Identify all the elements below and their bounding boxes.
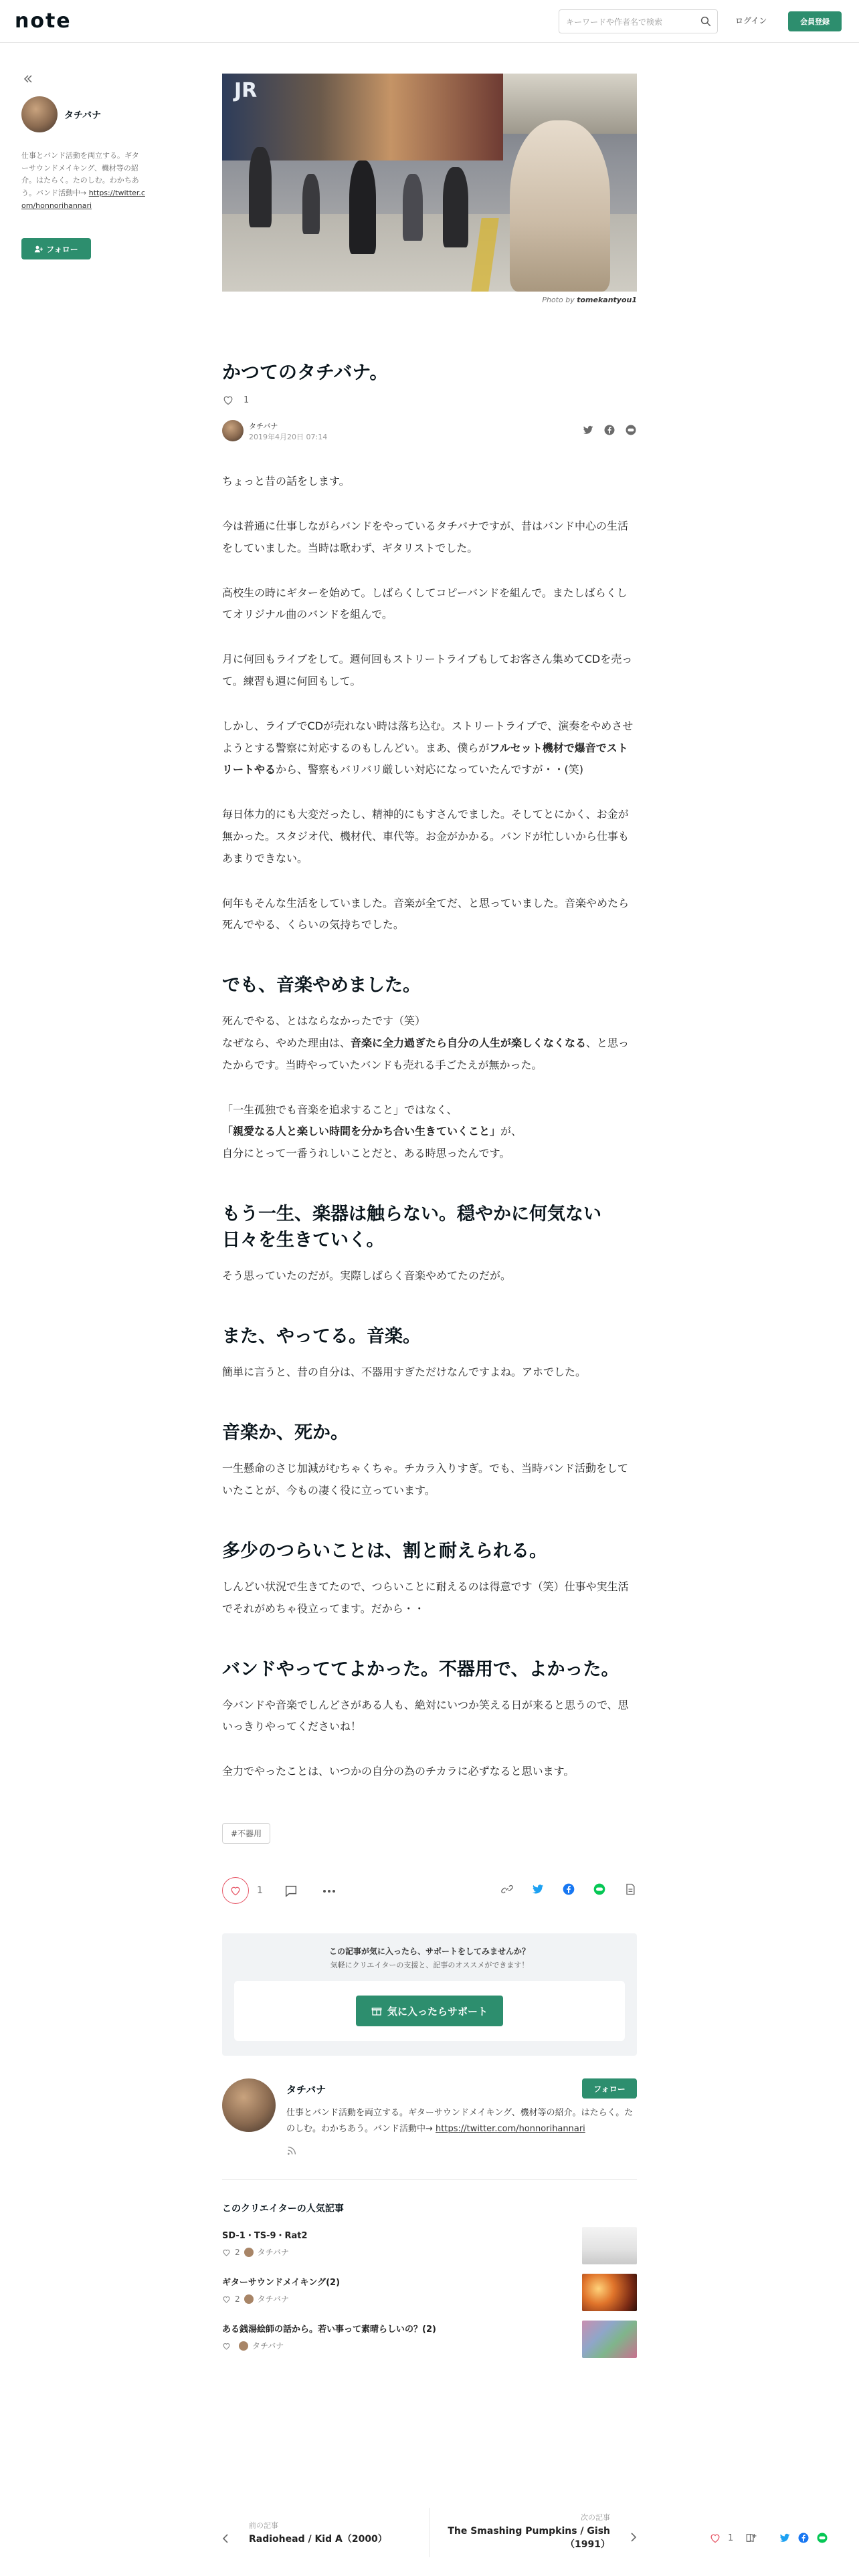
paragraph: なぜなら、やめた理由は、音楽に全力過ぎたら自分の人生が楽しくなくなる、と思ったからです。当時やっていたバンドも売れる手ごたえが無かった。 xyxy=(222,1037,630,1071)
section-heading: 音楽か、死か。 xyxy=(222,1422,349,1444)
floating-action-bar xyxy=(709,2528,850,2548)
author-follow-button[interactable]: フォロー xyxy=(582,2078,637,2099)
section-heading: でも、音楽やめました。 xyxy=(222,975,421,996)
popular-item-avatar-icon xyxy=(244,2248,254,2257)
more-options-icon[interactable] xyxy=(322,1889,336,1893)
popular-item[interactable] xyxy=(222,2228,637,2275)
heart-icon xyxy=(222,2295,231,2303)
popular-item[interactable] xyxy=(222,2275,637,2322)
support-box xyxy=(222,1933,637,2056)
popular-item-author: タチバナ xyxy=(252,2341,284,2351)
paragraph: 高校生の時にギターを始めて。しばらくしてコピーバンドを組んで。またしばらくしてオリジナル曲のバンドを組んで。 xyxy=(222,586,628,621)
collapse-sidebar-icon[interactable] xyxy=(23,74,33,84)
popular-item-meta xyxy=(222,2293,637,2304)
line-share-icon[interactable] xyxy=(593,1883,606,1896)
sidebar-bio xyxy=(21,150,146,212)
popular-item-meta xyxy=(222,2246,637,2258)
popular-item-thumbnail[interactable] xyxy=(582,2274,637,2311)
paragraph: 自分にとって一番うれしいことだと、ある時思ったんです。 xyxy=(222,1147,510,1160)
next-article-title: The Smashing Pumpkins / Gish（1991） xyxy=(448,2526,610,2550)
signup-button[interactable]: 会員登録 xyxy=(788,11,842,31)
popular-heading: このクリエイターの人気記事 xyxy=(222,2204,344,2215)
chevron-right-icon xyxy=(630,2532,637,2543)
support-line1: この記事が気に入ったら、サポートをしてみませんか？ xyxy=(328,1947,530,1957)
article-title: かつてのタチバナ。 xyxy=(222,361,389,383)
paragraph: 何年もそんな生活をしていました。音楽が全てだ、と思っていました。音楽やめたら死んでやる、くらいの気持ちでした。 xyxy=(222,896,630,932)
next-article-text xyxy=(430,2512,610,2551)
sidebar-twitter-link[interactable]: https://twitter.com/honnorihannari xyxy=(21,189,145,210)
article-actions xyxy=(222,1877,637,1908)
caption-author-link[interactable]: tomekantyou1 xyxy=(577,296,637,304)
login-link[interactable]: ログイン xyxy=(735,16,767,25)
article-pagination xyxy=(222,2502,637,2563)
caption-prefix: Photo by xyxy=(542,296,575,304)
float-like-button[interactable] xyxy=(709,2533,721,2543)
sidebar-bio-text: 仕事とバンド活動を両立する。ギターサウンドメイキング、機材等の紹介。はたらく。たのしむ。わかちあう。バンド活動中→ xyxy=(21,151,139,198)
popular-item-thumbnail[interactable] xyxy=(582,2321,637,2358)
sidebar-follow-label: フォロー xyxy=(46,244,78,254)
byline-share xyxy=(582,424,637,436)
section-heading: バンドやっててよかった。不器用で、よかった。 xyxy=(222,1658,619,1680)
hero-image: JR xyxy=(222,74,637,292)
rss-icon[interactable] xyxy=(286,2145,297,2156)
byline-date: 2019年4月20日 07:14 xyxy=(249,433,328,442)
paragraph: 一生懸命のさじ加減がむちゃくちゃ。チカラ入りすぎ。でも、当時バンド活動をしていたことが、今もの凄く役に立っています。 xyxy=(222,1462,629,1497)
like-button[interactable] xyxy=(222,1877,249,1904)
article-body xyxy=(222,471,637,1783)
byline-avatar[interactable] xyxy=(222,420,244,441)
share-buttons xyxy=(500,1883,637,1896)
paragraph: 死んでやる、とはならなかったです（笑） xyxy=(222,1014,426,1028)
author-avatar[interactable] xyxy=(222,2078,276,2132)
popular-item-title[interactable]: ある銭湯絵師の話から。若い事って素晴らしいの？(2) xyxy=(222,2325,436,2335)
gift-icon xyxy=(371,2006,382,2016)
popular-item-author: タチバナ xyxy=(257,2294,289,2304)
heart-icon xyxy=(222,2342,231,2350)
twitter-share-icon[interactable] xyxy=(531,1883,545,1896)
author-bio xyxy=(286,2105,637,2137)
sidebar-avatar[interactable] xyxy=(21,96,58,132)
author-bio-text: 仕事とバンド活動を両立する。ギターサウンドメイキング、機材等の紹介。はたらく。たのしむ。わかちあう。バンド活動中→ xyxy=(286,2108,634,2135)
popular-item-meta xyxy=(222,2340,637,2351)
heart-icon xyxy=(709,2533,721,2543)
person-add-icon xyxy=(34,245,43,253)
popular-item-likes: 2 xyxy=(235,2247,240,2257)
popular-item-avatar-icon xyxy=(244,2294,254,2304)
comment-icon[interactable] xyxy=(284,1884,298,1899)
heart-icon[interactable] xyxy=(222,395,234,405)
section-heading: 多少のつらいことは、割と耐えられる。 xyxy=(222,1540,547,1562)
paragraph: 月に何回もライブをして。週何回もストリートライブもしてお客さん集めてCDを売って。練習も週に何回もして。 xyxy=(222,653,633,687)
paragraph: 全力でやったことは、いつかの自分の為のチカラに必ずなると思います。 xyxy=(222,1765,575,1778)
support-inner xyxy=(234,1981,625,2041)
article-likes xyxy=(222,395,637,405)
paragraph: しかし、ライブでCDが売れない時は落ち込む。ストリートライブで、演奏をやめさせようとする警察に対応するのもしんどい。まあ、僕らがフルセット機材で爆音でストリートやるから、警察もバリバリ厳しい対応になっていたんですが・・(笑) xyxy=(222,719,634,776)
float-line-icon[interactable] xyxy=(816,2532,828,2544)
float-twitter-icon[interactable] xyxy=(779,2532,791,2544)
previous-article-label: 前の記事 xyxy=(249,2521,278,2530)
popular-item-avatar-icon xyxy=(239,2341,248,2351)
popular-articles xyxy=(222,2202,637,2369)
heart-icon xyxy=(229,1885,242,1896)
article-like-count: 1 xyxy=(244,395,250,405)
sidebar-follow-button[interactable] xyxy=(21,238,91,259)
paragraph: 今は普通に仕事しながらバンドをやっているタチバナですが、昔はバンド中心の生活をしていました。当時は歌わず、ギタリストでした。 xyxy=(222,519,629,554)
paragraph: そう思っていたのだが。実際しばらく音楽やめてたのだが。 xyxy=(222,1269,512,1283)
search-input[interactable] xyxy=(566,15,693,29)
author-box xyxy=(222,2076,637,2180)
chevron-left-icon xyxy=(222,2533,229,2544)
previous-article-text xyxy=(249,2520,387,2547)
hashtag-link[interactable]: #不器用 xyxy=(222,1823,270,1844)
paragraph: ちょっと昔の話をします。 xyxy=(222,475,350,488)
popular-item-title[interactable]: SD-1・TS-9・Rat2 xyxy=(222,2231,308,2242)
paragraph: しんどい状況で生きてたので、つらいことに耐えるのは得意です（笑）仕事や実生活でそれがめちゃ役立ってます。だから・・ xyxy=(222,1580,629,1615)
popular-item-likes: 2 xyxy=(235,2294,240,2304)
support-line2: 気軽にクリエイターの支援と、記事のオススメができます！ xyxy=(330,1961,529,1970)
popular-item-thumbnail[interactable] xyxy=(582,2227,637,2264)
section-heading: もう一生、楽器は触らない。穏やかに何気ない日々を生きていく。 xyxy=(222,1204,601,1251)
copy-link-icon[interactable] xyxy=(500,1883,514,1896)
popular-item-title[interactable]: ギターサウンドメイキング(2) xyxy=(222,2278,341,2288)
line-icon[interactable] xyxy=(625,424,637,436)
note-logo[interactable]: note xyxy=(15,9,72,33)
like-count: 1 xyxy=(257,1885,263,1897)
hero-caption xyxy=(222,296,637,304)
paragraph: 簡単に言うと、昔の自分は、不器用すぎただけなんですよね。アホでした。 xyxy=(222,1366,587,1379)
paragraph: 「一生孤独でも音楽を追求すること」ではなく、 xyxy=(222,1103,458,1116)
facebook-icon[interactable] xyxy=(603,424,615,436)
site-header xyxy=(0,0,859,43)
magazine-icon[interactable] xyxy=(745,2532,757,2544)
search-box[interactable] xyxy=(559,9,718,33)
float-like-count: 1 xyxy=(728,2533,734,2543)
byline-author[interactable]: タチバナ xyxy=(249,422,278,431)
facebook-share-icon[interactable] xyxy=(562,1883,575,1896)
article-column xyxy=(222,74,637,2369)
search-icon[interactable] xyxy=(700,15,712,27)
byline xyxy=(222,420,637,444)
popular-item-author: タチバナ xyxy=(257,2248,289,2258)
embed-icon[interactable] xyxy=(624,1883,637,1896)
author-twitter-link[interactable]: https://twitter.com/honnorihannari xyxy=(436,2124,585,2135)
support-button-label: 気に入ったらサポート xyxy=(387,2005,488,2018)
float-facebook-icon[interactable] xyxy=(797,2532,809,2544)
support-button[interactable] xyxy=(356,1996,503,2026)
section-heading: また、やってる。音楽。 xyxy=(222,1326,421,1348)
paragraph: 毎日体力的にも大変だったし、精神的にもすさんでました。そしてとにかく、お金が無かった。スタジオ代、機材代、車代等。お金がかかる。バンドが忙しいから仕事もあまりできない。 xyxy=(222,808,630,865)
previous-article-title: Radiohead / Kid A（2000） xyxy=(249,2534,387,2545)
popular-item[interactable] xyxy=(222,2322,637,2369)
heart-icon xyxy=(222,2248,231,2256)
sidebar-author-name[interactable]: タチバナ xyxy=(64,110,102,121)
paragraph: 「親愛なる人と楽しい時間を分かち合い生きていくこと」が、 xyxy=(222,1125,522,1138)
author-name[interactable]: タチバナ xyxy=(286,2084,326,2097)
paragraph: 今バンドや音楽でしんどさがある人も、絶対にいつか笑える日が来ると思うので、思いっきりやってくださいね！ xyxy=(222,1698,629,1733)
twitter-icon[interactable] xyxy=(582,424,594,436)
next-article-label: 次の記事 xyxy=(581,2513,610,2522)
